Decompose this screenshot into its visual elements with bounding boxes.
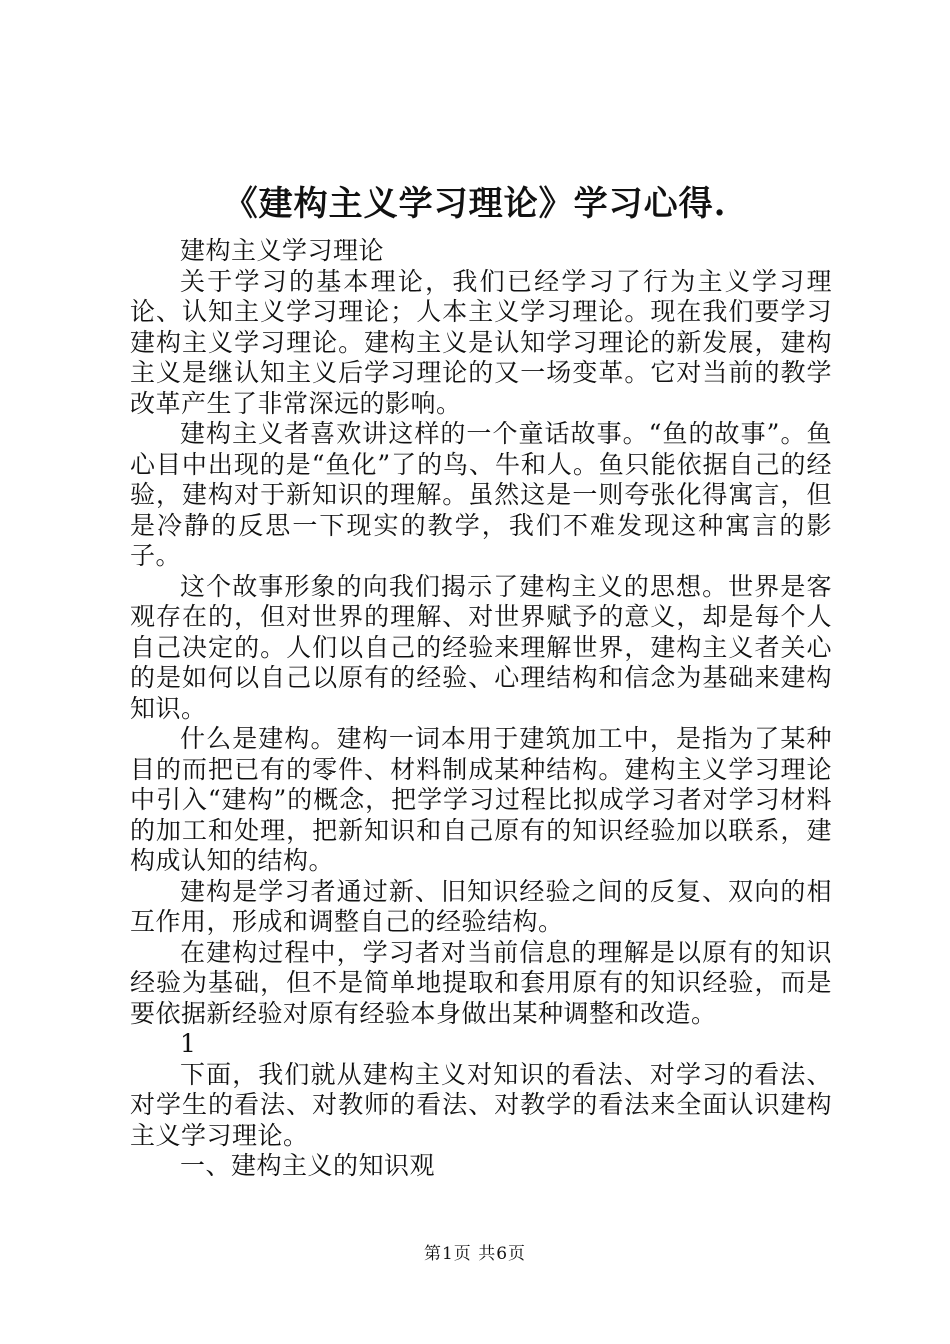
section-subtitle: 建构主义学习理论 — [180, 236, 385, 265]
page-footer: 第1页 共6页 — [423, 1244, 527, 1264]
paragraph: 下面，我们就从建构主义对知识的看法、对学习的看法、对学生的看法、对教师的看法、对教学的看法来全面认识建构主义学习理论。 — [130, 1059, 832, 1150]
paragraph: 建构是学习者通过新、旧知识经验之间的反复、双向的相互作用，形成和调整自己的经验结构。 — [130, 876, 832, 936]
document-body — [130, 236, 832, 1182]
paragraph: 什么是建构。建构一词本用于建筑加工中，是指为了某种目的而把已有的零件、材料制成某种结构。建构主义学习理论中引入“建构”的概念，把学学习过程比拟成学习者对学习材料的加工和处理，把新知识和自己原有的知识经验加以联系，建构成认知的结构。 — [130, 724, 832, 875]
paragraph: 在建构过程中，学习者对当前信息的理解是以原有的知识经验为基础，但不是简单地提取和套用原有的知识经验，而是要依据新经验对原有经验本身做出某种调整和改造。 — [130, 937, 832, 1028]
document-title: 《建构主义学习理论》学习心得. — [223, 184, 727, 224]
section-heading: 一、建构主义的知识观 — [180, 1151, 436, 1180]
paragraph: 关于学习的基本理论，我们已经学习了行为主义学习理论、认知主义学习理论；人本主义学习理论。现在我们要学习建构主义学习理论。建构主义是认知学习理论的新发展，建构主义是继认知主义后学习理论的又一场变革。它对当前的教学改革产生了非常深远的影响。 — [130, 266, 832, 418]
paragraph: 建构主义者喜欢讲这样的一个童话故事。“鱼的故事”。鱼心目中出现的是“鱼化”了的鸟、牛和人。鱼只能依据自己的经验，建构对于新知识的理解。虽然这是一则夸张化得寓言，但是冷静的反思一下现实的教学，我们不难发现这种寓言的影子。 — [130, 419, 832, 570]
inline-number: 1 — [180, 1029, 197, 1058]
paragraph: 这个故事形象的向我们揭示了建构主义的思想。世界是客观存在的，但对世界的理解、对世界赋予的意义，却是每个人自己决定的。人们以自己的经验来理解世界，建构主义者关心的是如何以自己以原有的经验、心理结构和信念为基础来建构知识。 — [130, 571, 832, 723]
